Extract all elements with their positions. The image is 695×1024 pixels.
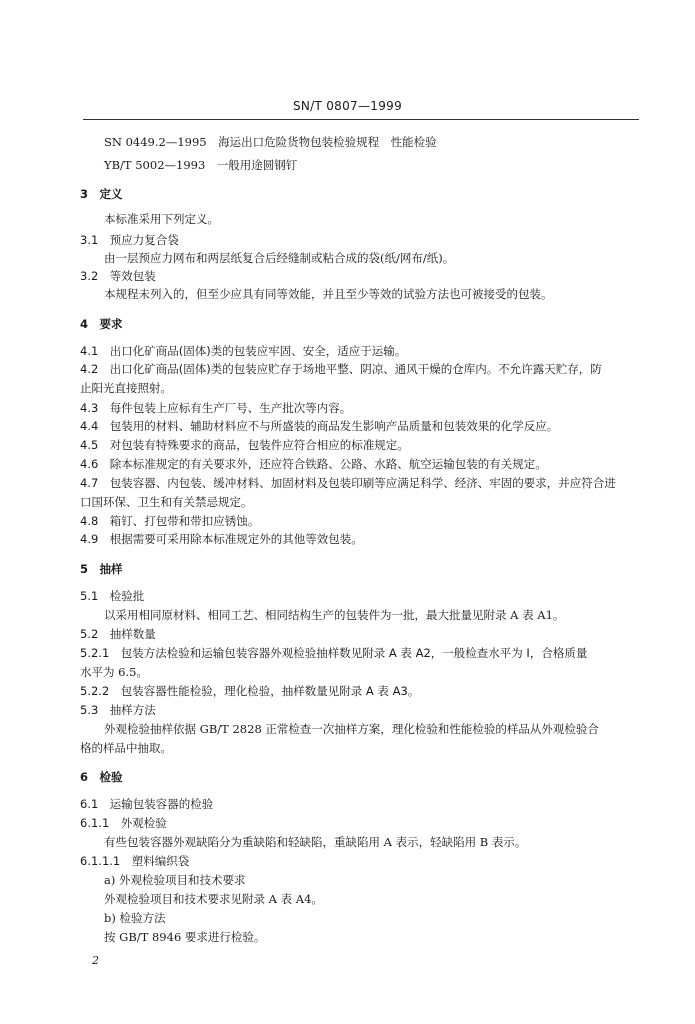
reference-line: SN 0449.2—1995 海运出口危险货物包装检验规程 性能检验 [104, 135, 437, 149]
header-rule [83, 119, 639, 120]
list-item: a) 外观检验项目和技术要求 [104, 873, 246, 887]
clause: 4.7 包装容器、内包装、缓冲材料、加固材料及包装印刷等应满足科学、经济、牢固的要求，并应符合进 [80, 476, 616, 490]
section-heading: 5 抽样 [80, 562, 123, 576]
clause-heading: 3.2 等效包装 [80, 269, 156, 283]
clause: 4.6 除本标准规定的有关要求外，还应符合铁路、公路、水路、航空运输包装的有关规定。 [80, 457, 547, 471]
reference-line: YB/T 5002—1993 一般用途圆钢钉 [104, 158, 298, 172]
clause-heading: 5.1 检验批 [80, 589, 145, 603]
clause: 4.5 对包装有特殊要求的商品，包装件应符合相应的标准规定。 [80, 438, 409, 452]
section-heading: 3 定义 [80, 187, 123, 201]
clause-heading: 6.1.1 外观检验 [80, 816, 167, 830]
clause-heading: 6.1 运输包装容器的检验 [80, 797, 214, 811]
clause-heading: 3.1 预应力复合袋 [80, 233, 179, 247]
clause-heading: 6.1.1.1 塑料编织袋 [80, 854, 190, 868]
paragraph: 本标准采用下列定义。 [104, 212, 219, 226]
clause: 4.1 出口化矿商品(固体)类的包装应牢固、安全，适应于运输。 [80, 344, 407, 358]
clause-heading: 5.3 抽样方法 [80, 703, 156, 717]
paragraph: 有些包装容器外观缺陷分为重缺陷和轻缺陷，重缺陷用 A 表示，轻缺陷用 B 表示。 [104, 835, 527, 849]
paragraph-continuation: 格的样品中抽取。 [80, 741, 172, 755]
standard-code-header: SN/T 0807—1999 [292, 99, 403, 113]
clause-heading: 5.2 抽样数量 [80, 627, 156, 641]
section-heading: 4 要求 [80, 317, 123, 331]
clause: 4.8 箱钉、打包带和带扣应锈蚀。 [80, 514, 260, 528]
clause: 4.4 包装用的材料、辅助材料应不与所盛装的商品发生影响产品质量和包装效果的化学反应。 [80, 419, 559, 433]
clause: 4.2 出口化矿商品(固体)类的包装应贮存于场地平整、阴凉、通风干燥的仓库内。不允许露天贮存，防 [80, 362, 602, 376]
clause-continuation: 止阳光直接照射。 [80, 381, 172, 395]
clause: 4.3 每件包装上应标有生产厂号、生产批次等内容。 [80, 401, 352, 415]
paragraph: 外观检验项目和技术要求见附录 A 表 A4。 [104, 892, 323, 906]
paragraph: 由一层预应力网布和两层纸复合后经缝制或粘合成的袋(纸/网布/纸)。 [104, 251, 455, 265]
clause-continuation: 水平为 6.5。 [80, 665, 148, 679]
clause: 4.9 根据需要可采用除本标准规定外的其他等效包装。 [80, 532, 363, 546]
paragraph: 外观检验抽样依据 GB/T 2828 正常检查一次抽样方案，理化检验和性能检验的样品从外观检验合 [104, 722, 599, 736]
clause: 5.2.1 包装方法检验和运输包装容器外观检验抽样数见附录 A 表 A2，一般检查水平为 Ⅰ，合格质量 [80, 646, 588, 660]
paragraph: 以采用相同原材料、相同工艺、相同结构生产的包装件为一批，最大批量见附录 A 表 A1。 [104, 608, 565, 622]
section-heading: 6 检验 [80, 770, 123, 784]
clause: 5.2.2 包装容器性能检验，理化检验，抽样数量见附录 A 表 A3。 [80, 684, 420, 698]
list-item: b) 检验方法 [104, 911, 166, 925]
page-number: 2 [92, 954, 99, 967]
paragraph: 本规程未列入的，但至少应具有同等效能，并且至少等效的试验方法也可被接受的包装。 [104, 287, 553, 301]
paragraph: 按 GB/T 8946 要求进行检验。 [104, 930, 266, 944]
clause-continuation: 口国环保、卫生和有关禁忌规定。 [80, 495, 253, 509]
